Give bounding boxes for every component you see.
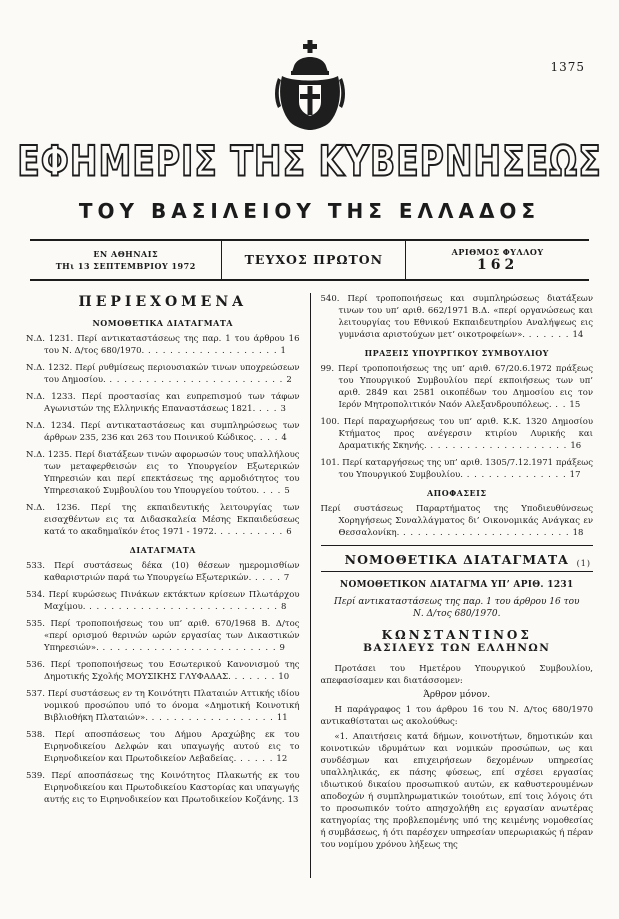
section-heading: ΔΙΑΤΑΓΜΑΤΑ — [129, 545, 196, 555]
decrees-section-heading — [321, 546, 594, 570]
toc-entry — [321, 457, 594, 481]
toc-entry-page: 16 — [570, 441, 582, 451]
toc-entry-page: 1 — [280, 346, 286, 356]
toc-entry-page: 2 — [286, 375, 292, 385]
toc-entry — [321, 293, 594, 341]
article-heading: Άρθρον μόνον. — [423, 690, 491, 700]
toc-entry-page: 7 — [283, 573, 290, 583]
dot-leader: . . . — [259, 486, 282, 496]
toc-entry-text: 539. Περί αποσπάσεως της Κοινότητος Πλακωτής εκ του Ειρηνοδικείου και Πρωτοδικείου Καστορίας και υπαγωγής αυτής εις το Ειρηνοδικείον και Πρωτοδικείον Κοζάνης. — [26, 771, 300, 805]
dot-leader: . . . . — [251, 573, 281, 583]
dot-leader: . . . . . . . . . — [216, 527, 284, 537]
dot-leader: . . . . . . . . . . . . . . . . . — [147, 713, 274, 723]
toc-entry — [26, 589, 300, 613]
toc-entry-page: 14 — [572, 330, 584, 340]
decree-title: Περί αντικαταστάσεως της παρ. 1 του άρθρου 16 του Ν. Δ/τος 680/1970. — [334, 597, 580, 619]
toc-entry-text: Ν.Δ. 1233. Περί προστασίας και ευπρεπισμού των τάφων Αγωνιστών της Ελληνικής Επαναστάσεως 1821. — [26, 392, 300, 414]
toc-entry-page: 12 — [276, 754, 288, 764]
dot-leader: . . . . . . . . . . . . . . . . . . . . . . . . — [105, 375, 284, 385]
toc-entry-page: 9 — [279, 643, 285, 653]
toc-entry-text: 533. Περί συστάσεως δέκα (10) θέσεων ημερομισθίων καθαριστριών παρά τω Υπουργείω Εξωτερικών. — [26, 561, 300, 583]
toc-entry — [26, 391, 300, 415]
toc-entry-text: 534. Περί κυρώσεως Πινάκων εκτάκτων κρίσεων Πλωτάρχου Μαχίμου. — [26, 590, 300, 612]
decree-intro: Η παράγραφος 1 του άρθρου 16 του Ν. Δ/τος 680/1970 αντικαθίσταται ως ακολούθως: — [320, 705, 593, 727]
gazette-title: ΕΦΗΜΕΡΙΣ ΤΗΣ ΚΥΒΕΡΝΗΣΕΩΣ — [17, 136, 602, 186]
toc-entry-text: 99. Περί τροποποιήσεως της υπ’ αριθ. 67/20.6.1972 πράξεως του Υπουργικού Συμβουλίου περί εκποιήσεως των υπ’ αριθ. 2849 και 2581 οικοπέδων του Δημοσίου εις τον Ιερόν Μητροπολιτικόν Ναόν Αλεξανδρουπόλεως. — [320, 364, 593, 410]
toc-entry-text: 536. Περί τροποποιήσεως του Εσωτερικού Κανονισμού της Δημοτικής Σχολής ΜΟΥΣΙΚΗΣ ΓΛΥΦΑΔΑΣ. — [26, 660, 300, 682]
coat-of-arms-icon — [268, 40, 352, 132]
dot-leader: . . . . . . . . . . . . . . . . . . — [144, 346, 278, 356]
toc-entry-text: 540. Περί τροποποιήσεως και συμπληρώσεως διατάξεων τινων του υπ’ αριθ. 662/1971 Β.Δ. «περί οργανώσεως και λειτουργίας του Εθνικού Εκπαιδευτηρίου Αναλήψεως εις γυμνάσια αριστούχων μετ’ οικοτροφείων». — [320, 294, 593, 340]
toc-entry-page: 5 — [284, 486, 290, 496]
toc-entry — [26, 688, 300, 724]
dot-leader: . . . . . — [236, 754, 274, 764]
toc-entry-text: Ν.Δ. 1231. Περί αντικαταστάσεως της παρ. 1 του άρθρου 16 του Ν. Δ/τος 680/1970. — [26, 334, 300, 356]
toc-entry-page: 11 — [276, 713, 288, 723]
toc-entry-page: 3 — [280, 404, 286, 414]
toc-entry — [26, 659, 300, 683]
issue-place: ΕΝ ΑΘΗΝΑΙΣ — [93, 248, 159, 259]
decree-body-text: «1. Απαιτήσεις κατά δήμων, κοινοτήτων, δημοτικών και κοινοτικών ιδρυμάτων και νομικών προσώπων, ως και συνδέσμων και επιχειρήσεων δεχομένων υπηρεσίας υπαλληλικάς, εκ πάσης φύσεως, επί σχέσει εργασίας ιδιωτικού δικαίου προσωπικού αυτών, εκ καθυστερουμένων αποδοχών ή συμπληρωματικών τοιούτων, επί τοις λόγοις ότι το προσωπικόν τούτο απησχολήθη εις εργασίαν ανωτέρας κατηγορίας της προβλεπομένης υπό της κειμένης νομοθεσίας ή συμβάσεως, ή ότι παρέσχεν υπηρεσίαν υπερωριακώς ή πέραν του νομίμου χρόνου λήξεως της — [320, 732, 593, 850]
king-name: ΚΩΝΣΤΑΝΤΙΝΟΣ — [381, 628, 532, 642]
dot-leader: . . . — [256, 433, 279, 443]
toc-entry-text: 538. Περί αποσπάσεως του Δήμου Αραχώβης εκ του Ειρηνοδικείου Δελφών και υπαγωγής αυτού εις το Ειρηνοδικείον και Πρωτοδικείον Λεβαδείας. — [26, 730, 300, 764]
toc-entry — [26, 770, 300, 806]
section-divider — [321, 571, 594, 572]
toc-entry-text: Ν.Δ. 1232. Περί ρυθμίσεως περιουσιακών τινων υποχρεώσεων του Δημοσίου. — [26, 363, 300, 385]
toc-entry-text: Περί συστάσεως Παραρτήματος της Υποδιευθύνσεως Χορηγήσεως Συναλλάγματος δι’ Οικονομικάς Ανάγκας εν Θεσσαλονίκη. — [320, 504, 593, 538]
decree-number-heading: ΝΟΜΟΘΕΤΙΚΟΝ ΔΙΑΤΑΓΜΑ ΥΠ’ ΑΡΙΘ. 1231 — [339, 580, 574, 590]
toc-entry-text: Ν.Δ. 1236. Περί της εκπαιδευτικής λειτουργίας των εισαχθέντων εις τα Διδασκαλεία Μέσης Εκπαιδεύσεως κατά το ακαδημαϊκόν έτος 1971 - 1972. — [26, 503, 300, 537]
toc-entry-page: 10 — [278, 672, 290, 682]
toc-entry-page: 13 — [287, 795, 299, 805]
toc-entry-text: 101. Περί καταργήσεως της υπ’ αριθ. 1305/7.12.1971 πράξεως του Υπουργικού Συμβουλίου. — [320, 458, 593, 480]
section-heading: ΝΟΜΟΘΕΤΙΚΑ ΔΙΑΤΑΓΜΑΤΑ — [92, 318, 234, 328]
toc-entry — [321, 503, 594, 539]
page-number: 1375 — [550, 60, 585, 74]
toc-entry-text: 535. Περί τροποποιήσεως του υπ’ αριθ. 670/1968 Β. Δ/τος «περί ορισμού θερινών ωρών εργασίας των Δικαστικών Υπηρεσιών». — [26, 619, 300, 653]
toc-entry-text: Ν.Δ. 1234. Περί αντικαταστάσεως και συμπληρώσεως των άρθρων 235, 236 και 263 του Ποινικού Κώδικος. — [26, 421, 300, 443]
decrees-section-heading-text: ΝΟΜΟΘΕΤΙΚΑ ΔΙΑΤΑΓΜΑΤΑ — [344, 552, 569, 567]
issue-sheet-label: ΑΡΙΘΜΟΣ ΦΥΛΛΟΥ — [451, 247, 544, 257]
toc-entry — [26, 333, 300, 357]
dot-leader: . . . . . . . . . . . . . . — [463, 470, 567, 480]
contents-column-right — [310, 293, 594, 878]
contents-title: ΠΕΡΙΕΧΟΜΕΝΑ — [78, 294, 248, 310]
toc-entry — [26, 560, 300, 584]
toc-entry-page: 15 — [569, 400, 581, 410]
toc-entry — [26, 420, 300, 444]
issue-info-bar — [30, 239, 589, 281]
contents-column-left — [26, 293, 310, 878]
toc-entry-text: 537. Περί συστάσεως εν τη Κοινότητι Πλαταιών Αττικής ιδίου νομικού προσώπου υπό το όνομα «Δημοτική Κοινοτική Βιβλιοθήκη Πλαταιών». — [26, 689, 300, 723]
issue-volume — [221, 241, 405, 279]
toc-entry-page: 4 — [281, 433, 287, 443]
issue-volume-label: ΤΕΥΧΟΣ ΠΡΩΤΟΝ — [244, 252, 384, 267]
dot-leader: . . — [551, 400, 567, 410]
dot-leader: . . . . . . — [525, 330, 570, 340]
footnote-mark: (1) — [576, 559, 591, 568]
dot-leader: . . . — [255, 404, 278, 414]
dot-leader: . . . . . . — [230, 672, 276, 682]
toc-entry — [26, 362, 300, 386]
issue-sheet-value: 162 — [476, 257, 519, 273]
section-heading: ΠΡΑΞΕΙΣ ΥΠΟΥΡΓΙΚΟΥ ΣΥΜΒΟΥΛΙΟΥ — [364, 348, 549, 358]
dot-leader: . . . . . . . . . . . . . . . . . . . — [426, 441, 568, 451]
toc-entry — [26, 502, 300, 538]
toc-entry-page: 8 — [280, 602, 287, 612]
two-column-body — [26, 293, 593, 878]
toc-entry — [26, 729, 300, 765]
king-title: ΒΑΣΙΛΕΥΣ ΤΩΝ ΕΛΛΗΝΩΝ — [363, 642, 551, 654]
section-heading: ΑΠΟΦΑΣΕΙΣ — [426, 488, 487, 498]
toc-entry-page: 6 — [286, 527, 292, 537]
dot-leader: . . . . . . . . . . . . . . . . . . . . . . . . . . — [85, 602, 278, 612]
issue-place-date — [30, 241, 221, 279]
issue-sheet-number — [405, 241, 589, 279]
toc-entry-page: 18 — [572, 528, 584, 538]
toc-entry — [26, 449, 300, 497]
issue-date: ΤΗι 13 ΣΕΠΤΕΜΒΡΙΟΥ 1972 — [55, 260, 196, 271]
toc-entry-page: 17 — [569, 470, 581, 480]
toc-entry-text: 100. Περί παραχωρήσεως του υπ’ αριθ. Κ.Κ. 1320 Δημοσίου Κτήματος προς ανέγερσιν κτιρίου Λυρικής και Δραματικής Σκηνής. — [320, 417, 593, 451]
decree-preamble: Προτάσει του Ημετέρου Υπουργικού Συμβουλίου, απεφασίσαμεν και διατάσσομεν: — [320, 664, 593, 686]
toc-entry — [26, 618, 300, 654]
toc-entry — [321, 363, 594, 411]
dot-leader: . . . . . . . . . . . . . . . . . . . . . . . — [399, 528, 570, 538]
dot-leader: . . . . . . . . . . . . . . . . . . . . . . . . — [98, 643, 277, 653]
toc-entry-text: Ν.Δ. 1235. Περί διατάξεων τινών αφορωσών τους υπαλλήλους των μεταφερθεισών εις το Υπουργείον Εξωτερικών Υπηρεσιών και περί επεκτάσεως της αρμοδιότητος του Υπηρεσιακού Συμβουλίου του Υπουργείου τούτου. — [26, 450, 300, 496]
toc-entry — [321, 416, 594, 452]
gazette-subtitle: ΤΟΥ ΒΑΣΙΛΕΙΟΥ ΤΗΣ ΕΛΛΑΔΟΣ — [78, 199, 541, 223]
